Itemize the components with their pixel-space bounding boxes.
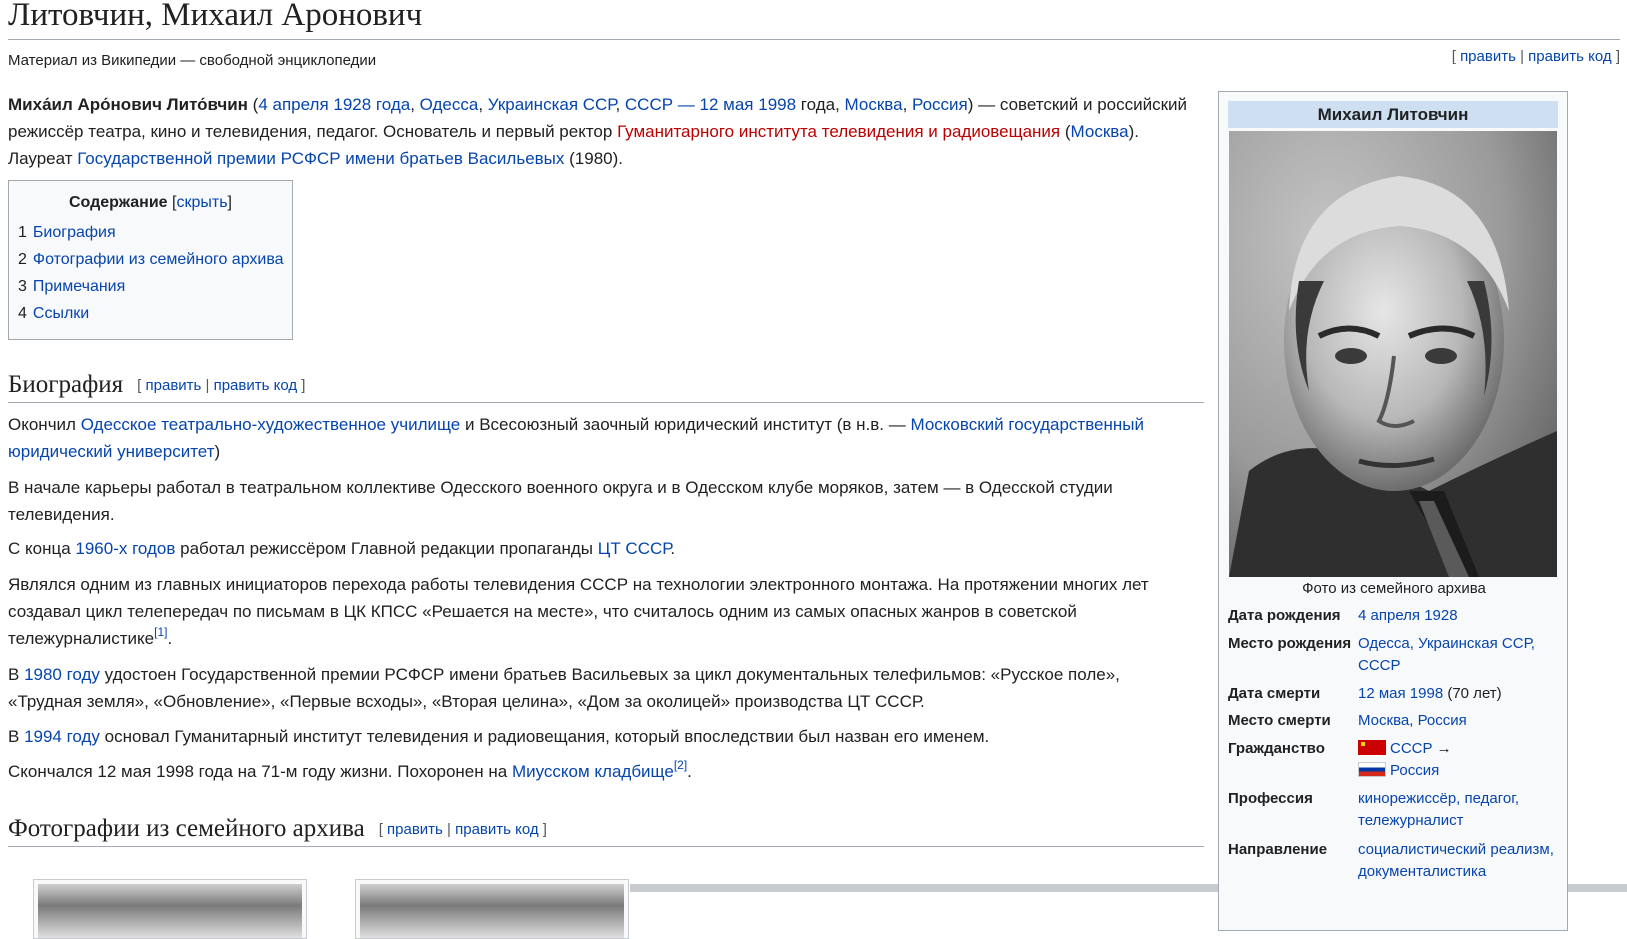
bracket-close: ] xyxy=(1611,48,1620,65)
row-value xyxy=(1358,683,1563,705)
text: и Всесоюзный заочный юридический институт (в н.в. — xyxy=(460,415,911,434)
birth-region-link[interactable]: Украинская ССР xyxy=(487,95,616,114)
row-label: Направление xyxy=(1228,841,1328,858)
toc-list xyxy=(9,219,292,327)
bracket-open: [ xyxy=(137,377,146,394)
text: В xyxy=(8,727,25,746)
row-label: Место смерти xyxy=(1228,712,1331,729)
row-value xyxy=(1358,839,1563,883)
toc-number: 4 xyxy=(18,305,27,322)
row-label: Профессия xyxy=(1228,790,1313,807)
separator: | xyxy=(442,821,456,838)
death-country-link[interactable]: Россия xyxy=(912,95,968,114)
infobox-title: Михаил Литовчин xyxy=(1228,101,1558,128)
birth-date-link[interactable]: 4 апреля 1928 года xyxy=(258,95,411,114)
toc-bracket-open: [ xyxy=(167,194,177,211)
school-link[interactable]: Одесское театрально-художественное училище xyxy=(80,415,461,434)
text: ). Лауреат xyxy=(8,122,1139,168)
gallery-thumbnail-1[interactable] xyxy=(33,879,307,939)
years-link[interactable]: 1960-х годов xyxy=(75,539,176,558)
section-edit-source-link[interactable]: править код xyxy=(455,821,539,838)
text: В xyxy=(8,665,25,684)
birth-city-link[interactable]: Одесса xyxy=(419,95,479,114)
toc-link[interactable]: Фотографии из семейного архива xyxy=(32,251,284,268)
bio-paragraph-4 xyxy=(8,571,1198,652)
toc-item-biography[interactable] xyxy=(18,219,292,246)
death-city-link[interactable]: Москва xyxy=(1358,712,1410,729)
text: ( xyxy=(247,95,259,114)
row-label: Дата рождения xyxy=(1228,607,1341,624)
toc-number: 2 xyxy=(18,251,27,268)
section-edit-link[interactable]: править xyxy=(387,821,443,838)
section-edit-links xyxy=(379,821,547,838)
table-of-contents xyxy=(8,180,293,340)
row-value xyxy=(1358,605,1563,627)
row-value xyxy=(1358,738,1563,782)
text: Скончался 12 мая 1998 года на 71-м году жизни. Похоронен на xyxy=(8,762,512,781)
ussr-link[interactable]: СССР xyxy=(1390,740,1433,757)
infobox xyxy=(1218,91,1568,931)
section-title: Фотографии из семейного архива xyxy=(8,815,365,842)
bracket-close: ] xyxy=(297,377,306,394)
row-label: Место рождения xyxy=(1228,635,1352,652)
text: С конца xyxy=(8,539,76,558)
bracket-open: [ xyxy=(1451,48,1461,65)
text: работал режиссёром Главной редакции пропаганды xyxy=(175,539,598,558)
site-tagline: Материал из Википедии — свободной энциклопедии xyxy=(8,52,377,69)
text: ( xyxy=(1060,122,1071,141)
text: , xyxy=(478,95,488,114)
section-title: Биография xyxy=(8,371,124,398)
edit-link[interactable]: править xyxy=(1460,48,1516,65)
bio-paragraph-6 xyxy=(8,723,1198,750)
edit-source-link[interactable]: править код xyxy=(1528,48,1612,65)
death-city-link[interactable]: Москва xyxy=(844,95,903,114)
photo-caption: Фото из семейного архива xyxy=(1302,580,1486,597)
bio-paragraph-3 xyxy=(8,535,1198,562)
year-1980-link[interactable]: 1980 году xyxy=(24,665,100,684)
separator: | xyxy=(201,377,214,394)
gallery-thumbnail-2[interactable] xyxy=(355,879,629,939)
ussr-flag-icon xyxy=(1358,740,1386,755)
text: , xyxy=(410,95,420,114)
birth-country-link[interactable]: СССР xyxy=(624,95,674,114)
toc-link[interactable]: Ссылки xyxy=(32,305,90,322)
prize-link[interactable]: Государственной премии РСФСР имени братьев Васильевых xyxy=(77,149,565,168)
text: . xyxy=(670,539,676,558)
toc-link[interactable]: Примечания xyxy=(32,278,126,295)
bio-paragraph-7 xyxy=(8,758,1198,785)
toc-item-notes[interactable] xyxy=(18,273,292,300)
text: основал Гуманитарный институт телевидения и радиовещания, который впоследствии был назван его именем. xyxy=(99,727,990,746)
text: . xyxy=(687,762,692,781)
toc-number: 1 xyxy=(18,224,27,241)
text: , xyxy=(902,95,913,114)
birth-country-link[interactable]: СССР xyxy=(1358,657,1401,674)
page-title: Литовчин, Михаил Аронович xyxy=(8,0,1620,40)
death-date-link[interactable]: 12 мая 1998 xyxy=(1358,685,1444,702)
row-value xyxy=(1358,633,1563,677)
bracket-open: [ xyxy=(378,821,388,838)
row-label: Гражданство xyxy=(1228,740,1325,757)
text: , xyxy=(1409,635,1419,652)
portrait-photo[interactable] xyxy=(1229,131,1557,577)
text: (1980). xyxy=(564,149,623,168)
birth-date-link[interactable]: 4 апреля 1928 xyxy=(1358,607,1458,624)
row-label: Дата смерти xyxy=(1228,685,1321,702)
subject-name: Миха́ил Аро́нович Лито́вчин xyxy=(8,95,248,114)
text: Являлся одним из главных инициаторов перехода работы телевидения СССР на технологии электронного монтажа. На протяжении многих лет создавал цикл телепередач по письмам в ЦК КПСС «Решается на месте», что считалось одним из самых опасных жанров в советской тележурналистике xyxy=(8,575,1149,648)
death-date-link[interactable]: 12 мая 1998 xyxy=(699,95,797,114)
cemetery-link[interactable]: Миусском кладбище xyxy=(511,762,674,781)
text: , xyxy=(1409,712,1418,729)
toc-item-photos[interactable] xyxy=(18,246,292,273)
text: ) xyxy=(214,442,221,461)
text: , xyxy=(615,95,625,114)
bio-paragraph-1 xyxy=(8,411,1198,465)
row-value xyxy=(1358,788,1563,832)
institute-redlink[interactable]: Гуманитарного института телевидения и радиовещания xyxy=(617,122,1061,141)
text: года, xyxy=(796,95,845,114)
portrait-image xyxy=(1229,131,1557,577)
toc-bracket-close: ] xyxy=(227,194,232,211)
toc-title xyxy=(9,191,292,215)
section-edit-link[interactable]: править xyxy=(145,377,202,394)
university-link[interactable]: Московский государственный юридический университет xyxy=(8,415,1144,461)
institute-city-link[interactable]: Москва xyxy=(1070,122,1129,141)
text: ) — советский и российский режиссёр театра, кино и телевидения, педагог. Основатель и первый ректор xyxy=(8,95,1188,141)
toc-number: 3 xyxy=(18,278,27,295)
section-edit-links xyxy=(137,377,305,394)
death-country-link[interactable]: Россия xyxy=(1417,712,1467,729)
reference-1-link[interactable]: [1] xyxy=(154,625,168,639)
toc-heading: Содержание xyxy=(69,194,168,211)
bracket-close: ] xyxy=(538,821,547,838)
text: — xyxy=(673,95,700,114)
gallery-photo xyxy=(360,884,624,938)
text: , xyxy=(1530,635,1535,652)
row-value xyxy=(1358,710,1563,732)
separator: | xyxy=(1515,48,1529,65)
russia-flag-icon xyxy=(1358,762,1386,777)
section-heading-photos xyxy=(8,812,1204,847)
lead-paragraph xyxy=(8,91,1204,172)
direction-links[interactable]: социалистический реализм, документалистика xyxy=(1358,841,1554,880)
birth-city-link[interactable]: Одесса xyxy=(1358,635,1410,652)
arrow-text: → xyxy=(1432,740,1452,757)
section-edit-source-link[interactable]: править код xyxy=(213,377,298,394)
page-edit-links xyxy=(1452,47,1620,67)
bio-paragraph-5 xyxy=(8,661,1198,715)
bio-paragraph-2: В начале карьеры работал в театральном коллективе Одесского военного округа и в Одесском клубе моряков, затем — в Одесской студии телевидения. xyxy=(8,478,1113,524)
toc-toggle-link[interactable]: скрыть xyxy=(176,194,228,211)
birth-region-link[interactable]: Украинская ССР xyxy=(1418,635,1531,652)
text: Окончил xyxy=(8,415,81,434)
russia-link[interactable]: Россия xyxy=(1390,762,1440,779)
text: удостоен Государственной премии РСФСР имени братьев Васильевых за цикл документальных телефильмов: «Русское поле», «Трудная земля», «Обновление», «Первые всходы», «Вторая целина», «Дом за околицей» производства ЦТ СССР. xyxy=(8,665,1120,711)
reference-2-link[interactable]: [2] xyxy=(673,758,688,772)
text: . xyxy=(167,629,173,648)
gallery-photo xyxy=(38,884,302,938)
toc-item-links[interactable] xyxy=(18,300,292,327)
toc-link[interactable]: Биография xyxy=(32,224,116,241)
section-heading-biography xyxy=(8,368,1204,403)
ct-ussr-link[interactable]: ЦТ СССР xyxy=(597,539,671,558)
age-text: (70 лет) xyxy=(1443,685,1502,702)
profession-links[interactable]: кинорежиссёр, педагог, тележурналист xyxy=(1358,790,1520,829)
year-1994-link[interactable]: 1994 году xyxy=(24,727,100,746)
